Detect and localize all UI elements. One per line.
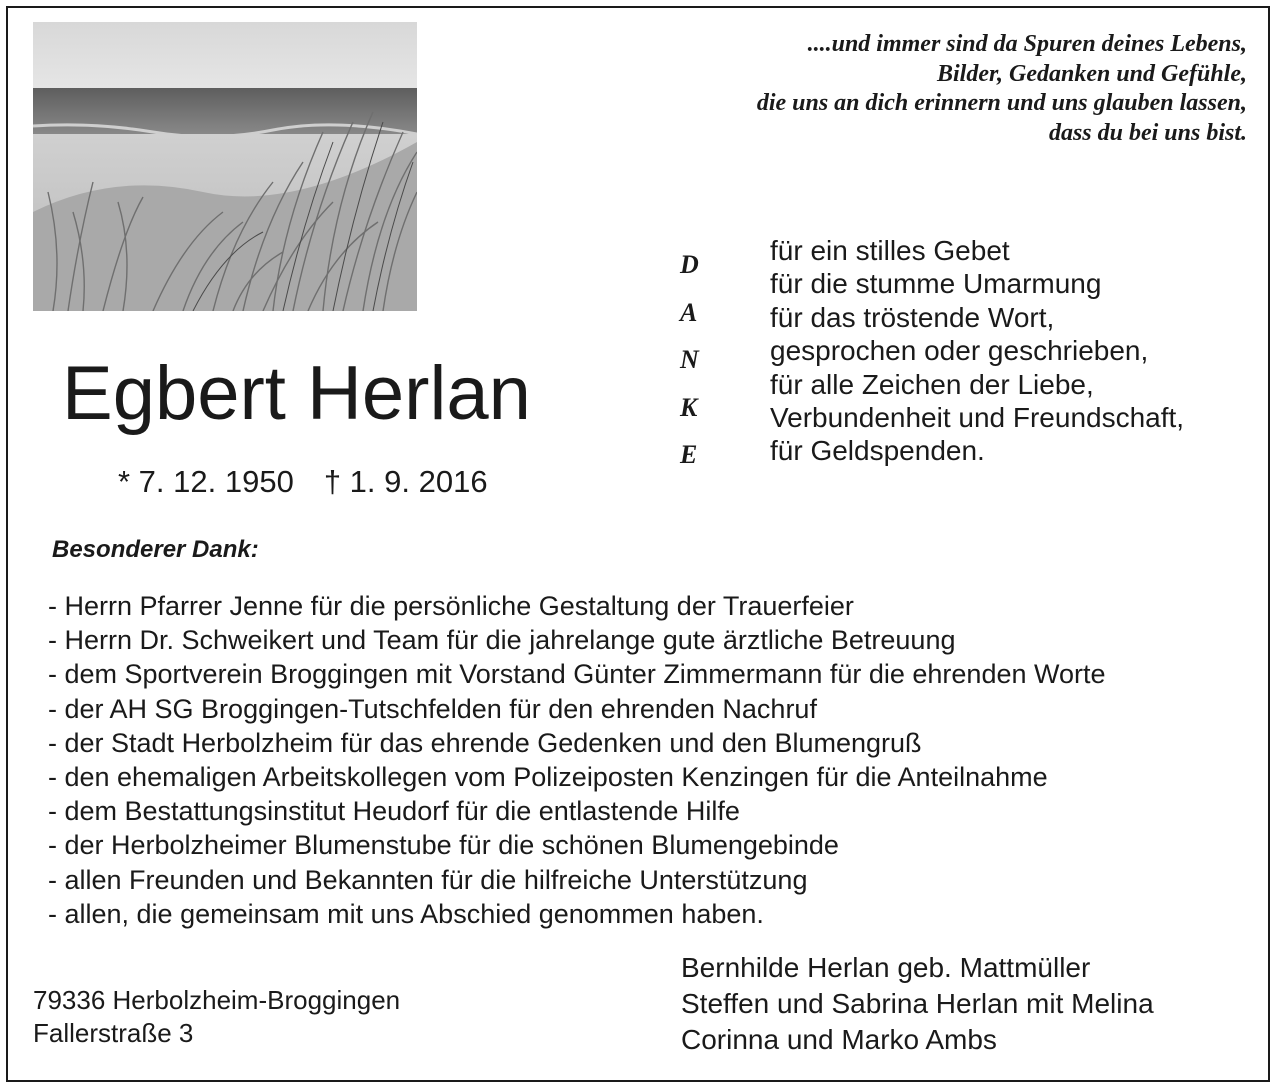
address-block bbox=[33, 984, 400, 1050]
family-signatures bbox=[681, 950, 1154, 1058]
danke-line: für die stumme Umarmung bbox=[770, 268, 1102, 300]
thanks-item: - der Herbolzheimer Blumenstube für die schönen Blumengebinde bbox=[48, 830, 839, 861]
family-line: Bernhilde Herlan geb. Mattmüller bbox=[681, 952, 1091, 983]
danke-letter: K bbox=[680, 392, 698, 422]
memorial-quote bbox=[547, 30, 1247, 148]
family-line: Corinna und Marko Ambs bbox=[681, 1024, 997, 1055]
thanks-item: - der AH SG Broggingen-Tutschfelden für den ehrenden Nachruf bbox=[48, 693, 817, 724]
quote-line: ....und immer sind da Spuren deines Lebens, bbox=[807, 31, 1247, 57]
quote-line: die uns an dich erinnern und uns glauben lassen, bbox=[756, 90, 1247, 116]
address-street: Fallerstraße 3 bbox=[33, 1018, 194, 1048]
special-thanks-list bbox=[48, 589, 1106, 931]
thanks-item: - Herrn Dr. Schweikert und Team für die jahrelange gute ärztliche Betreuung bbox=[48, 625, 956, 656]
thanks-item: - dem Sportverein Broggingen mit Vorstand Günter Zimmermann für die ehrenden Worte bbox=[48, 659, 1106, 690]
thanks-item: - den ehemaligen Arbeitskollegen vom Polizeiposten Kenzingen für die Anteilnahme bbox=[48, 762, 1048, 793]
danke-text bbox=[770, 234, 1184, 468]
special-thanks-heading: Besonderer Dank: bbox=[52, 536, 259, 563]
deceased-name: Egbert Herlan bbox=[62, 351, 531, 436]
thanks-item: - Herrn Pfarrer Jenne für die persönliche Gestaltung der Trauerfeier bbox=[48, 591, 854, 621]
thanks-item: - allen, die gemeinsam mit uns Abschied genommen haben. bbox=[48, 898, 764, 929]
danke-line: für Geldspenden. bbox=[770, 435, 985, 467]
birth-date: * 7. 12. 1950 bbox=[118, 464, 294, 499]
danke-letter: D bbox=[680, 250, 699, 279]
quote-line: Bilder, Gedanken und Gefühle, bbox=[936, 60, 1247, 87]
thanks-item: - der Stadt Herbolzheim für das ehrende Gedenken und den Blumengruß bbox=[48, 727, 922, 758]
dune-beach-photo bbox=[33, 22, 417, 311]
danke-letter: A bbox=[680, 297, 698, 327]
life-dates bbox=[118, 463, 488, 501]
danke-line: gesprochen oder geschrieben, bbox=[770, 335, 1149, 367]
danke-line: für ein stilles Gebet bbox=[770, 235, 1010, 266]
thanks-item: - allen Freunden und Bekannten für die hilfreiche Unterstützung bbox=[48, 864, 808, 895]
danke-letter: E bbox=[680, 440, 698, 469]
danke-line: für alle Zeichen der Liebe, bbox=[770, 368, 1094, 400]
family-line: Steffen und Sabrina Herlan mit Melina bbox=[681, 988, 1154, 1019]
thanks-item: - dem Bestattungsinstitut Heudorf für die entlastende Hilfe bbox=[48, 796, 740, 827]
danke-letter: N bbox=[680, 345, 699, 374]
death-date: † 1. 9. 2016 bbox=[323, 464, 488, 499]
quote-line: dass du bei uns bist. bbox=[1048, 119, 1247, 146]
danke-acrostic bbox=[680, 246, 710, 484]
danke-line: Verbundenheit und Freundschaft, bbox=[770, 402, 1185, 434]
address-city: 79336 Herbolzheim-Broggingen bbox=[33, 985, 401, 1015]
danke-line: für das tröstende Wort, bbox=[770, 301, 1055, 333]
